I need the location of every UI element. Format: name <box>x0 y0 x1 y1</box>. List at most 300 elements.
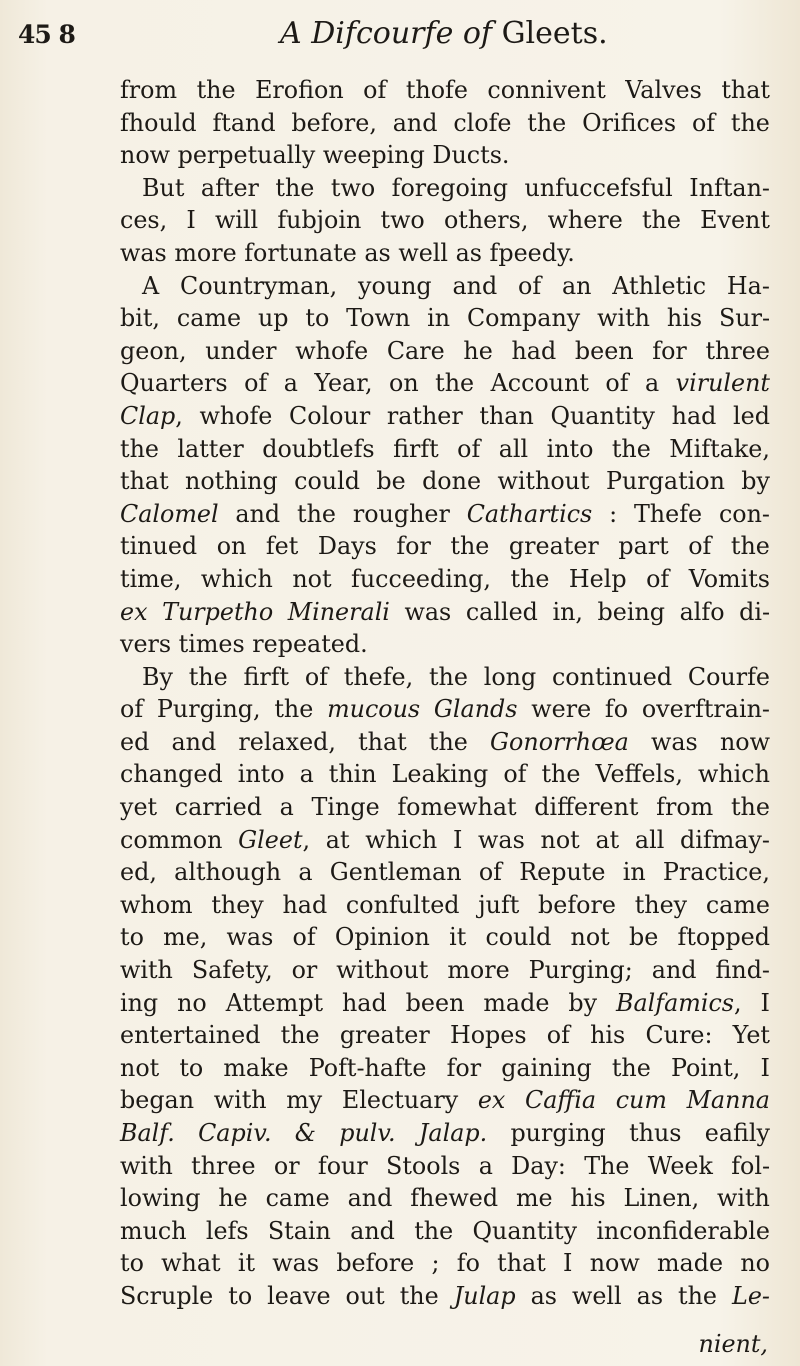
word: Quarters <box>120 369 228 398</box>
word: the <box>641 206 681 235</box>
word: confulted <box>345 890 460 919</box>
word: two <box>380 206 425 235</box>
word: he <box>218 1184 248 1213</box>
word: had <box>671 401 717 430</box>
text-segment: now perpetually weeping Ducts. <box>120 141 510 170</box>
text-line <box>120 1182 770 1215</box>
word: Repute <box>519 858 606 887</box>
word: Purging, <box>156 695 261 724</box>
word: at <box>325 825 350 854</box>
word: find- <box>715 956 770 985</box>
word: and <box>651 956 697 985</box>
word: all <box>634 825 665 854</box>
text-line <box>120 237 770 270</box>
word: Colour <box>289 401 371 430</box>
word: the <box>280 1021 320 1050</box>
word: ed, <box>120 858 157 887</box>
word: was <box>272 1249 320 1278</box>
word: a <box>283 369 298 398</box>
word: had <box>282 890 328 919</box>
word: Vomits <box>688 564 770 593</box>
word: Town <box>346 304 411 333</box>
word: with <box>597 304 650 333</box>
word: the <box>428 727 468 756</box>
word: were <box>531 695 592 724</box>
word: Purgation <box>605 467 725 496</box>
word: of <box>546 1021 570 1050</box>
text-line <box>120 661 770 694</box>
word: Electuary <box>341 1086 459 1115</box>
word: that <box>721 76 770 104</box>
word: two <box>330 173 376 202</box>
word: Tinge <box>311 793 380 822</box>
word: the <box>450 532 490 561</box>
text-line <box>120 172 770 205</box>
word: Week <box>647 1151 713 1180</box>
word: which <box>200 564 273 593</box>
word: I <box>760 1053 770 1082</box>
word: Caffia <box>524 1086 597 1115</box>
text-line <box>120 693 770 726</box>
word: as <box>530 1281 557 1310</box>
text-line <box>120 433 770 466</box>
word: up <box>257 304 289 333</box>
word: clofe <box>453 108 512 137</box>
text-line <box>120 726 770 759</box>
word: with <box>120 956 173 985</box>
word: Jalap. <box>418 1119 488 1147</box>
word: greater <box>339 1021 430 1050</box>
word: Purging; <box>528 956 633 985</box>
word: more <box>447 956 510 985</box>
word: Year, <box>314 369 373 398</box>
word: of <box>646 564 670 593</box>
word: Care <box>386 336 445 365</box>
word: firft <box>243 662 290 691</box>
word: on <box>389 369 419 398</box>
word: Capiv. <box>198 1119 272 1147</box>
word: Days <box>317 532 377 561</box>
word: called <box>465 597 538 626</box>
word: came <box>176 304 242 333</box>
word: his <box>570 1184 606 1213</box>
word: Scruple <box>120 1281 214 1310</box>
word: difmay- <box>680 825 770 854</box>
word: By <box>142 662 173 691</box>
word: the <box>541 760 581 789</box>
word: Linen, <box>623 1184 700 1213</box>
word: virulent <box>675 369 770 398</box>
word: Poft-hafte <box>308 1053 427 1082</box>
word: rougher <box>352 499 450 528</box>
word: and <box>235 499 281 528</box>
word: all <box>498 434 529 463</box>
word: entertained <box>120 1021 261 1050</box>
word: it <box>449 923 467 952</box>
word: common <box>120 825 223 854</box>
word: gaining <box>501 1053 592 1082</box>
word: lowing <box>120 1184 201 1213</box>
word: alfo <box>679 597 725 626</box>
word: no <box>177 988 207 1017</box>
word: the <box>730 108 770 137</box>
text-line <box>120 921 770 954</box>
text-line <box>120 954 770 987</box>
word: the <box>399 1281 439 1310</box>
word: fo <box>456 1249 480 1278</box>
word: whom <box>120 890 193 919</box>
word: mucous <box>327 695 421 724</box>
word: bit, <box>120 304 160 333</box>
word: whofe <box>295 336 369 365</box>
word: the <box>414 1216 454 1245</box>
running-head-roman: Gleets. <box>501 16 608 51</box>
text-line <box>120 1117 770 1150</box>
word: now <box>589 1249 640 1278</box>
text-line <box>120 1215 770 1248</box>
word: could <box>294 467 360 496</box>
word: the <box>527 108 567 137</box>
word: the <box>196 76 236 104</box>
word: no <box>740 1249 770 1278</box>
word: Gentleman <box>329 858 462 887</box>
word: the <box>678 1281 718 1310</box>
word: Gleet, <box>238 825 311 854</box>
word: was <box>651 727 698 756</box>
word: in, <box>552 597 583 626</box>
running-head-italic: A Difcourfe of <box>280 16 493 51</box>
word: made <box>656 1249 724 1278</box>
running-head <box>280 16 608 51</box>
word: The <box>584 1151 630 1180</box>
word: and <box>171 727 217 756</box>
word: to <box>179 1053 204 1082</box>
catchword: nient, <box>698 1330 768 1358</box>
word: with <box>213 1086 267 1115</box>
word: fomewhat <box>397 793 517 822</box>
word: made <box>483 988 550 1017</box>
word: to <box>120 923 144 952</box>
word: be <box>376 467 406 496</box>
word: Balf. <box>120 1119 175 1147</box>
word: the <box>428 662 468 691</box>
word: much <box>120 1216 187 1245</box>
word: the <box>188 662 228 691</box>
word: juft <box>478 890 520 919</box>
word: Safety, <box>191 956 273 985</box>
word: the <box>275 173 315 202</box>
word: fol- <box>731 1151 770 1180</box>
text-line <box>120 400 770 433</box>
word: di- <box>739 597 770 626</box>
word: three <box>191 1151 256 1180</box>
word: thus <box>629 1119 682 1147</box>
word: to <box>305 304 330 333</box>
word: well <box>571 1281 622 1310</box>
word: at <box>595 825 620 854</box>
word: my <box>286 1086 323 1115</box>
word: Thefe <box>633 499 703 528</box>
word: on <box>216 532 247 561</box>
word: Attempt <box>225 988 324 1017</box>
word: the <box>510 564 550 593</box>
word: connivent <box>487 76 606 104</box>
word: in <box>427 304 451 333</box>
word: of <box>478 858 502 887</box>
text-line <box>120 139 770 172</box>
word: what <box>161 1249 221 1278</box>
word: into <box>546 434 594 463</box>
word: unfuccefsful <box>524 173 673 202</box>
word: of <box>605 369 629 398</box>
word: foregoing <box>391 173 508 202</box>
word: which <box>365 825 438 854</box>
text-line <box>120 758 770 791</box>
word: which <box>697 760 770 789</box>
word: Sur- <box>718 304 770 333</box>
word: part <box>618 532 669 561</box>
word: before, <box>291 108 377 137</box>
word: was <box>226 923 274 952</box>
word: yet <box>120 793 158 822</box>
word: Glands <box>433 695 518 724</box>
word: as <box>636 1281 664 1310</box>
word: overftrain- <box>641 695 770 724</box>
word: fucceeding, <box>351 564 491 593</box>
word: nothing <box>185 467 278 496</box>
word: the <box>611 1053 651 1082</box>
word: not <box>540 825 580 854</box>
word: that <box>497 1249 546 1278</box>
word: Countryman, <box>179 271 338 300</box>
word: not <box>292 564 332 593</box>
word: Practice, <box>662 858 770 887</box>
body-text <box>120 74 770 1313</box>
word: tinued <box>120 532 198 561</box>
word: to <box>120 1249 144 1278</box>
word: and <box>452 271 498 300</box>
text-segment: was more fortunate as well as fpeedy. <box>120 238 575 267</box>
word: he <box>463 336 493 365</box>
text-line <box>120 824 770 857</box>
word: greater <box>508 532 599 561</box>
word: Stain <box>267 1216 331 1245</box>
word: ; <box>431 1249 440 1278</box>
word: a <box>279 793 294 822</box>
word: relaxed, <box>238 727 336 756</box>
word: rather <box>386 401 463 430</box>
word: where <box>547 206 623 235</box>
word: before <box>336 1249 415 1278</box>
word: pulv. <box>339 1119 396 1147</box>
page-number: 45 8 <box>18 20 75 49</box>
word: Day: <box>511 1151 566 1180</box>
word: been <box>405 988 465 1017</box>
word: an <box>561 271 592 300</box>
word: after <box>200 173 259 202</box>
word: they <box>634 890 688 919</box>
word: make <box>223 1053 289 1082</box>
word: with <box>717 1184 770 1213</box>
word: fo <box>604 695 629 724</box>
word: was <box>478 825 525 854</box>
text-line <box>120 74 770 107</box>
word: had <box>341 988 387 1017</box>
word: Julap <box>453 1281 516 1310</box>
word: fubjoin <box>277 206 362 235</box>
word: by <box>568 988 598 1017</box>
word: carried <box>174 793 262 822</box>
text-line <box>120 1150 770 1183</box>
word: A <box>142 271 160 300</box>
text-line <box>120 889 770 922</box>
word: for <box>446 1053 482 1082</box>
text-line <box>120 302 770 335</box>
text-line <box>120 596 770 629</box>
word: for <box>652 336 687 365</box>
word: Calomel <box>120 499 219 528</box>
text-line <box>120 530 770 563</box>
word: a <box>298 858 313 887</box>
word: and <box>350 1216 395 1245</box>
word: from <box>120 76 178 104</box>
text-line <box>120 1247 770 1280</box>
word: cum <box>615 1086 667 1115</box>
word: fhewed <box>410 1184 499 1213</box>
word: the <box>730 532 770 561</box>
text-line <box>120 270 770 303</box>
word: led <box>733 401 770 430</box>
word: the <box>297 499 336 528</box>
word: ces, <box>120 206 168 235</box>
word: under <box>205 336 277 365</box>
word: his <box>666 304 703 333</box>
word: eafily <box>704 1119 770 1147</box>
word: continued <box>551 662 673 691</box>
word: will <box>214 206 259 235</box>
word: : <box>609 499 618 528</box>
word: Opinion <box>334 923 430 952</box>
word: ftand <box>212 108 276 137</box>
word: in <box>622 858 646 887</box>
text-line <box>120 107 770 140</box>
word: time, <box>120 564 182 593</box>
word: not <box>570 923 610 952</box>
word: young <box>358 271 432 300</box>
word: Hopes <box>449 1021 527 1050</box>
word: out <box>345 1281 385 1310</box>
word: than <box>479 401 534 430</box>
text-line <box>120 563 770 596</box>
word: different <box>534 793 639 822</box>
word: of <box>518 271 542 300</box>
word: of <box>292 923 316 952</box>
word: me, <box>163 923 208 952</box>
text-line <box>120 204 770 237</box>
word: could <box>485 923 552 952</box>
word: Stools <box>386 1151 461 1180</box>
word: But <box>142 173 185 202</box>
text-line <box>120 498 770 531</box>
word: a <box>645 369 660 398</box>
word: Gonorrhœa <box>490 727 629 756</box>
word: Orifices <box>582 108 677 137</box>
word: the <box>274 695 314 724</box>
word: it <box>237 1249 256 1278</box>
word: came <box>265 1184 330 1213</box>
word: & <box>294 1119 316 1147</box>
word: the <box>730 793 770 822</box>
word: of <box>244 369 268 398</box>
word: firft <box>393 434 439 463</box>
word: I <box>760 988 770 1017</box>
word: four <box>317 1151 368 1180</box>
word: Minerali <box>287 597 390 626</box>
word: to <box>228 1281 253 1310</box>
word: I <box>563 1249 573 1278</box>
word: ing <box>120 988 159 1017</box>
word: without <box>336 956 429 985</box>
word: others, <box>443 206 529 235</box>
word: Company <box>466 304 581 333</box>
word: Manna <box>686 1086 770 1115</box>
word: a <box>299 760 314 789</box>
word: into <box>237 760 285 789</box>
word: changed <box>120 760 223 789</box>
word: now <box>719 727 770 756</box>
word: had <box>511 336 557 365</box>
word: of <box>503 760 527 789</box>
word: that <box>358 727 407 756</box>
word: thefe, <box>343 662 414 691</box>
text-segment: vers times repeated. <box>120 630 368 659</box>
word: I <box>186 206 196 235</box>
word: of <box>363 76 387 104</box>
word: from <box>656 793 714 822</box>
word: Veffels, <box>595 760 683 789</box>
text-line <box>120 1052 770 1085</box>
word: with <box>120 1151 173 1180</box>
word: ftopped <box>677 923 770 952</box>
word: Cathartics <box>466 499 593 528</box>
word: three <box>705 336 770 365</box>
word: latter <box>177 434 244 463</box>
word: although <box>174 858 282 887</box>
word: without <box>497 467 590 496</box>
word: Clap, <box>120 401 183 430</box>
word: not <box>120 1053 160 1082</box>
word: Miftake, <box>669 434 770 463</box>
word: Turpetho <box>162 597 274 626</box>
word: thofe <box>405 76 468 104</box>
text-line <box>120 1084 770 1117</box>
word: of <box>691 108 716 137</box>
word: whofe <box>199 401 273 430</box>
word: of <box>304 662 328 691</box>
word: Event <box>700 206 770 235</box>
word: Balfamics, <box>615 988 742 1017</box>
word: they <box>211 890 264 919</box>
word: Erofion <box>255 76 344 104</box>
word: of <box>120 695 144 724</box>
word: Quantity <box>472 1216 578 1245</box>
word: Yet <box>732 1021 770 1050</box>
word: ex <box>477 1086 506 1115</box>
word: long <box>483 662 537 691</box>
word: the <box>435 369 475 398</box>
text-line <box>120 628 770 661</box>
word: or <box>291 956 318 985</box>
